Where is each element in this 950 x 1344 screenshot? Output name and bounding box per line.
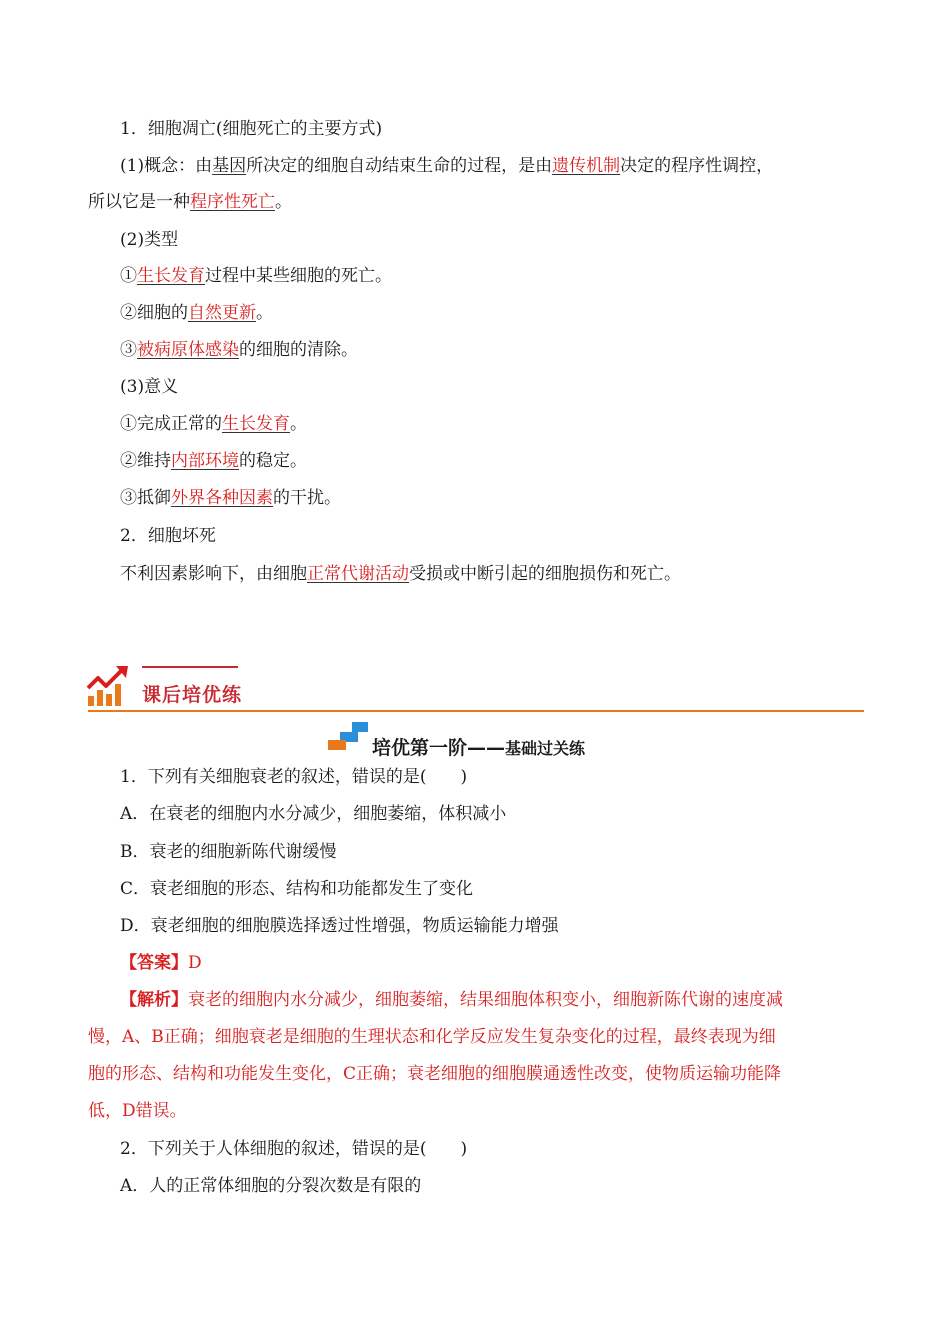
concept-blank-3: 程序性死亡	[190, 192, 275, 212]
section-title-necrosis: 2．细胞坏死	[120, 526, 216, 546]
type-blank: 生长发育	[137, 266, 205, 286]
concept-text: 。	[275, 192, 292, 212]
concept-blank-1: 基因	[212, 156, 247, 176]
meaning-blank: 生长发育	[222, 414, 290, 434]
type-text: ①	[120, 266, 137, 286]
growth-chart-icon	[86, 664, 130, 708]
meaning-text: 的稳定。	[239, 451, 307, 471]
question-stem: 2．下列关于人体细胞的叙述，错误的是( )	[120, 1139, 468, 1159]
option-b: B．衰老的细胞新陈代谢缓慢	[120, 842, 337, 862]
analysis-line-4: 低，D错误。	[88, 1101, 187, 1121]
types-title: (2)类型	[120, 230, 179, 250]
concept-text: 所决定的细胞自动结束生命的过程，是由	[246, 156, 553, 176]
concept-line-1	[120, 154, 773, 178]
answer-value: D	[188, 953, 202, 973]
concept-line-2	[88, 190, 292, 214]
meaning-blank: 外界各种因素	[171, 488, 273, 508]
necrosis-definition	[120, 562, 681, 586]
meaning-blank: 内部环境	[171, 451, 239, 471]
section-title-apoptosis: 1．细胞凋亡(细胞死亡的主要方式)	[120, 119, 383, 139]
option-d: D．衰老细胞的细胞膜选择透过性增强，物质运输能力增强	[120, 916, 559, 936]
necrosis-text: 受损或中断引起的细胞损伤和死亡。	[409, 564, 681, 584]
type-text: 过程中某些细胞的死亡。	[205, 266, 392, 286]
practice-heading: 课后培优练	[142, 684, 243, 706]
type-item	[120, 301, 273, 325]
concept-text: 决定的程序性调控，	[620, 156, 774, 176]
meaning-title: (3)意义	[120, 377, 179, 397]
type-blank: 自然更新	[188, 303, 256, 323]
analysis-line-3: 胞的形态、结构和功能发生变化，C正确；衰老细胞的细胞膜通透性改变，使物质运输功能降	[88, 1064, 782, 1084]
meaning-item	[120, 449, 307, 473]
type-text: 。	[256, 303, 273, 323]
analysis-label: 【解析】	[120, 990, 188, 1010]
necrosis-text: 不利因素影响下，由细胞	[120, 564, 307, 584]
stairs-icon	[328, 720, 370, 752]
analysis-line-1	[120, 988, 783, 1012]
answer-line	[120, 951, 202, 975]
option-c: C．衰老细胞的形态、结构和功能都发生了变化	[120, 879, 474, 899]
heading-divider	[88, 710, 864, 712]
type-text: ②细胞的	[120, 303, 188, 323]
answer-label: 【答案】	[120, 953, 188, 973]
subsection-title	[372, 733, 585, 760]
type-text: 的细胞的清除。	[239, 340, 358, 360]
question-stem: 1．下列有关细胞衰老的叙述，错误的是( )	[120, 767, 468, 787]
meaning-text: ①完成正常的	[120, 414, 222, 434]
option-a: A．在衰老的细胞内水分减少，细胞萎缩，体积减小	[120, 804, 507, 824]
type-item	[120, 264, 392, 288]
type-blank: 被病原体感染	[137, 340, 239, 360]
meaning-item	[120, 412, 307, 436]
concept-text: (1)概念：由	[120, 156, 213, 176]
option-a: A．人的正常体细胞的分裂次数是有限的	[120, 1176, 422, 1196]
analysis-text: 衰老的细胞内水分减少，细胞萎缩，结果细胞体积变小，细胞新陈代谢的速度减	[188, 990, 783, 1010]
meaning-text: 的干扰。	[273, 488, 341, 508]
necrosis-blank: 正常代谢活动	[307, 564, 409, 584]
heading-accent-line	[142, 666, 238, 668]
meaning-text: ③抵御	[120, 488, 171, 508]
type-item	[120, 338, 358, 362]
concept-blank-2: 遗传机制	[552, 156, 621, 176]
meaning-text: 。	[290, 414, 307, 434]
meaning-item	[120, 486, 341, 510]
subsection-small: 基础过关练	[505, 739, 586, 758]
type-text: ③	[120, 340, 137, 360]
meaning-text: ②维持	[120, 451, 171, 471]
concept-text: 所以它是一种	[88, 192, 190, 212]
analysis-line-2: 慢，A、B正确；细胞衰老是细胞的生理状态和化学反应发生复杂变化的过程，最终表现为细	[88, 1027, 776, 1047]
subsection-main: 培优第一阶——	[372, 737, 506, 759]
